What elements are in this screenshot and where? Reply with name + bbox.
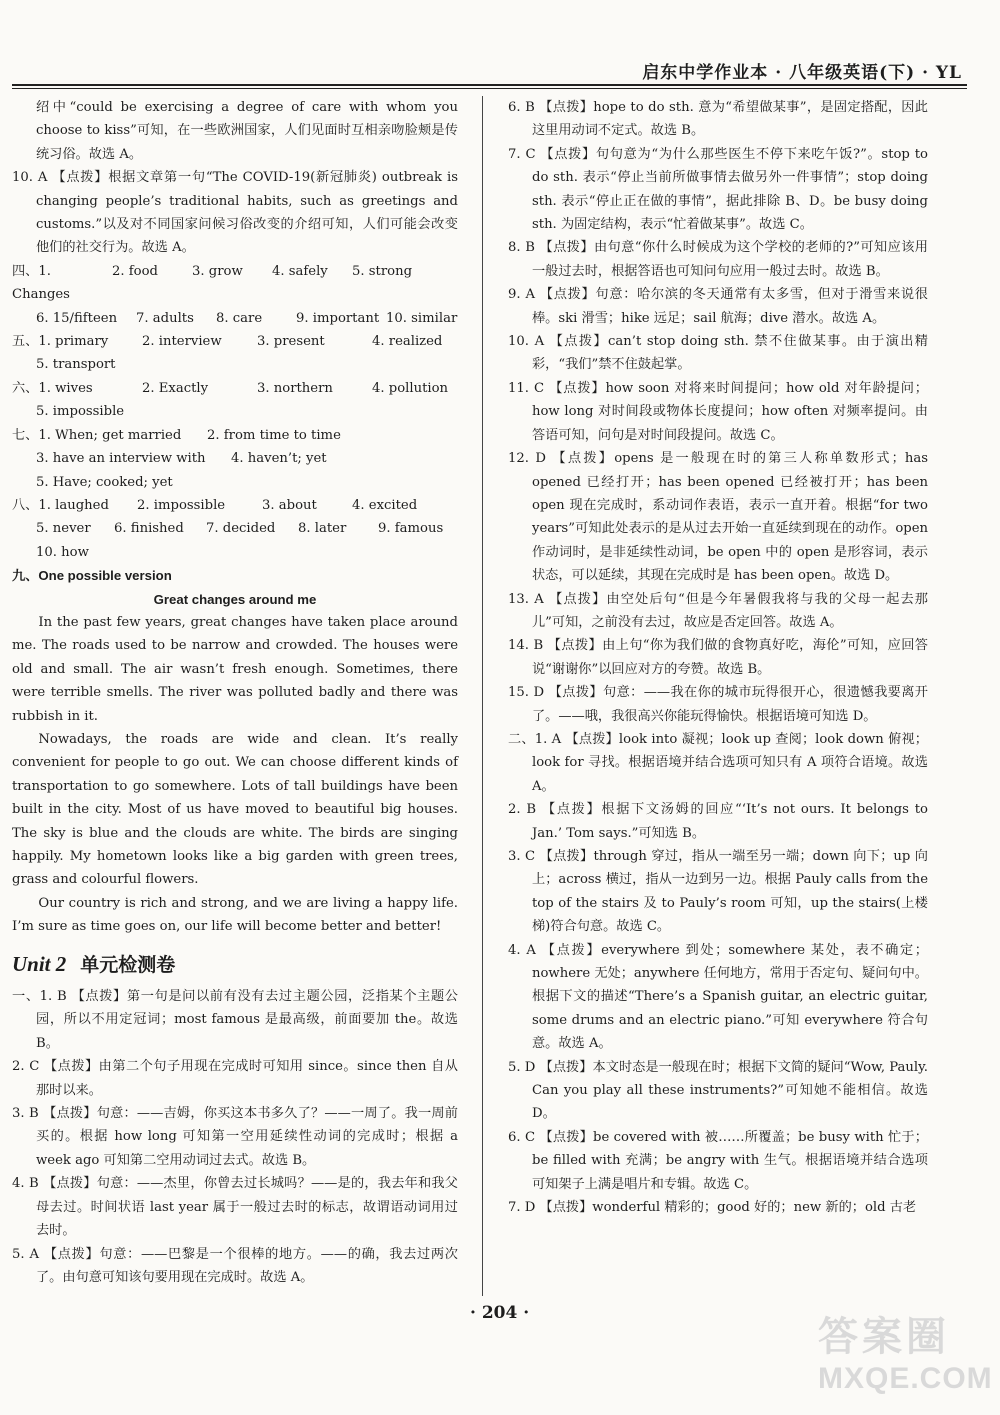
answer-item: 5. transport	[36, 357, 116, 373]
header-rule-thin	[12, 88, 967, 89]
answer-item: 10. similar	[386, 310, 458, 326]
watermark-logo	[818, 1305, 993, 1405]
answer-paragraph: 5. D 【点拨】本文时态是一般现在时；根据下文简的疑问“Wow, Pauly. Can you play all these instruments?”可知她不能相信。故选 D。	[508, 1059, 928, 1122]
answer-paragraph: 3. B 【点拨】句意：——吉姆，你买这本书多久了？——一周了。我一周前买的。根据 how long 可知第一空用延续性动词的完成时；根据 a week ago 可知第二空用动词过去式。故选 B。	[12, 1106, 458, 1168]
left-column	[12, 96, 458, 1289]
answer-paragraph: 9. A 【点拨】句意：哈尔滨的冬天通常有太多雪，但对于滑雪来说很棒。ski 滑雪；hike 远足；sail 航海；dive 潜水。故选 A。	[508, 287, 928, 326]
answer-paragraph: 12. D 【点拨】opens 是一般现在时的第三人称单数形式；has opened 已经打开；has been opened 已经被打开；has been open 现在完成时，系动词作表语，表示一直开着。根据“for two years”可知此处表示的是从过去开始一直延续到现在的动作。open 作动词时，是非延续性动词，be open 中的 open 是形容词，表示状态，可以延续，其现在完成时是 has been open。故选 D。	[508, 451, 928, 584]
right-column	[508, 96, 928, 1220]
answer-item: 5. never	[36, 521, 91, 537]
answer-item: 4. realized	[372, 334, 443, 350]
answer-item: 2. food	[112, 263, 158, 279]
answer-paragraph: 10. A 【点拨】根据文章第一句“The COVID-19(新冠肺炎) outbreak is changing people’s traditional habits, such as greetings and customs.”以及对不同国家问候习俗改变的介绍可知，人们可能会改变他们的社交行为。故选 A。	[12, 170, 458, 256]
unit-title: 单元检测卷	[80, 954, 176, 976]
answer-item: 7. decided	[206, 521, 276, 537]
essay-paragraph: In the past few years, great changes have taken place around me. The roads used to be narrow and crowded. The houses were old and small. The air wasn’t fresh enough. Sometimes, there were terrible smells. The river was polluted badly and there was rubbish in it.	[12, 614, 458, 724]
section-9-heading: 九、One possible version	[12, 568, 172, 584]
section-8-line-1	[12, 494, 458, 517]
answer-item: 4. pollution	[372, 380, 449, 396]
essay-paragraph: Nowadays, the roads are wide and clean. It’s really convenient for people to go out. We can choose different kinds of transportation to go somewhere. Lots of tall buildings have been built in the city. Most of us have moved to beautiful big houses. The sky is blue and the clouds are white. The birds are singing happily. My hometown looks like a big garden with green trees, grass and colourful flowers.	[12, 731, 458, 888]
answer-item: 七、1. When; get married	[12, 427, 182, 443]
answer-paragraph: 3. C 【点拨】through 穿过，指从一端至另一端；down 向下；up 向上；across 横过，指从一边到另一边。根据 Pauly calls from the top of the stairs 及 to Pauly’s room 可知，up the stairs(上楼梯)符合句意。故选 C。	[508, 849, 928, 935]
answer-item: 5. impossible	[36, 404, 125, 420]
page-number: · 204 ·	[470, 1303, 530, 1323]
section-7-line-2	[12, 447, 458, 470]
answer-item: 3. northern	[257, 380, 333, 396]
answer-paragraph: 2. B 【点拨】根据下文汤姆的回应“‘It’s not ours. It belongs to Jan.’ Tom says.”可知选 B。	[508, 802, 928, 841]
section-4-line-2	[12, 307, 458, 330]
answer-item: 8. care	[216, 310, 263, 326]
unit-number: Unit 2	[12, 951, 67, 976]
answer-item: 4. excited	[352, 497, 418, 513]
answer-paragraph: 6. B 【点拨】hope to do sth. 意为“希望做某事”，是固定搭配，因此这里用动词不定式。故选 B。	[508, 100, 928, 139]
answer-item: 六、1. wives	[12, 380, 93, 396]
answer-paragraph: 14. B 【点拨】由上句“你为我们做的食物真好吃，海伦”可知，应回答说“谢谢你”以回应对方的夸赞。故选 B。	[508, 638, 928, 677]
answer-paragraph: 8. B 【点拨】由句意“你什么时候成为这个学校的老师的?”可知应该用一般过去时，根据答语也可知问句应用一般过去时。故选 B。	[508, 240, 928, 279]
answer-item: 9. famous	[378, 521, 444, 537]
answer-paragraph: 6. C 【点拨】be covered with 被……所覆盖；be busy with 忙于；be filled with 充满；be angry with 生气。根据语境并结合选项可知架子上满是唱片和专辑。故选 C。	[508, 1129, 928, 1192]
section-4-line-1	[12, 260, 458, 307]
answer-item: 9. important	[296, 310, 380, 326]
section-5-line-1	[12, 330, 458, 353]
answer-item: 6. 15/fifteen	[36, 310, 118, 326]
essay-title: Great changes around me	[153, 591, 317, 607]
answer-paragraph: 11. C 【点拨】how soon 对将来时间提问；how old 对年龄提问；how long 对时间段或物体长度提问；how often 对频率提问。由答语可知，问句是对时间段提问。故选 C。	[508, 380, 928, 443]
answer-item: 四、1. Changes	[12, 263, 70, 303]
answer-paragraph: 4. B 【点拨】句意：——杰里，你曾去过长城吗？——是的，我去年和我父母去过。时间状语 last year 属于一般过去时的标志，故谓语动词用过去时。	[12, 1176, 458, 1239]
answer-item: 2. from time to time	[207, 427, 341, 443]
answer-item: 3. present	[257, 334, 325, 350]
answer-item: 八、1. laughed	[12, 497, 109, 513]
answer-item: 5. Have; cooked; yet	[36, 474, 173, 490]
answer-item: 3. have an interview with	[36, 451, 206, 467]
section-7-line-1	[12, 424, 458, 447]
answer-paragraph: 4. A 【点拨】everywhere 到处；somewhere 某处，表不确定；nowhere 无处；anywhere 任何地方，常用于否定句、疑问句中。根据下文的描述“There’s a Spanish guitar, an electric guitar, some drums and an electric piano.”可知 everywhere 符合句意。故选 A。	[508, 942, 928, 1052]
answer-paragraph: 二、1. A 【点拨】look into 凝视；look up 查阅；look down 俯视；look for 寻找。根据语境并结合选项可知只有 A 项符合语境。故选 A。	[508, 731, 928, 794]
answer-item: 五、1. primary	[12, 334, 109, 350]
answer-item: 10. how	[36, 544, 89, 560]
answer-item: 7. adults	[136, 310, 194, 326]
answer-item: 5. strong	[352, 263, 413, 279]
answer-paragraph: 10. A 【点拨】can’t stop doing sth. 禁不住做某事。由于演出精彩，“我们”禁不住鼓起掌。	[508, 334, 928, 373]
answer-item: 6. finished	[114, 521, 184, 537]
page-header: 启东中学作业本 · 八年级英语(下) · YL	[642, 63, 962, 83]
answer-item: 2. Exactly	[142, 380, 209, 396]
answer-item: 2. impossible	[137, 497, 226, 513]
answer-paragraph: 绍中“could be exercising a degree of care with whom you choose to kiss”可知，在一些欧洲国家，人们见面时互相亲吻脸颊是传统习俗。故选 A。	[36, 100, 458, 162]
unit-heading	[12, 953, 458, 977]
answer-paragraph: 5. A 【点拨】句意：——巴黎是一个很棒的地方。——的确，我去过两次了。由句意可知该句要用现在完成时。故选 A。	[12, 1246, 458, 1285]
answer-paragraph: 2. C 【点拨】由第二个句子用现在完成时可知用 since。since then 自从那时以来。	[12, 1059, 458, 1098]
answer-paragraph: 7. D 【点拨】wonderful 精彩的；good 好的；new 新的；old 古老	[508, 1200, 917, 1216]
answer-paragraph: 13. A 【点拨】由空处后句“但是今年暑假我将与我的父母一起去那儿”可知，之前没有去过，故应是否定回答。故选 A。	[508, 591, 928, 630]
answer-item: 3. about	[262, 497, 317, 513]
answer-paragraph: 7. C 【点拨】句句意为“为什么那些医生不停下来吃午饭?”。stop to do sth. 表示“停止当前所做事情去做另外一件事情”；stop doing sth. 表示“停止正在做的事情”，据此排除 B、D。be busy doing sth. 为固定结构，表示“忙着做某事”。故选 C。	[508, 146, 928, 233]
column-divider	[482, 96, 483, 1296]
answer-paragraph: 15. D 【点拨】句意：——我在你的城市玩得很开心，很遗憾我要离开了。——哦，我很高兴你能玩得愉快。根据语境可知选 D。	[508, 685, 928, 724]
answer-item: 8. later	[298, 521, 347, 537]
section-6-line-1	[12, 377, 458, 400]
watermark-url: MXQE.COM	[818, 1362, 993, 1395]
answer-item: 4. safely	[272, 263, 328, 279]
watermark-text: 答案圈	[818, 1313, 950, 1360]
section-8-line-2	[12, 517, 458, 540]
header-rule	[12, 84, 967, 86]
answer-paragraph: 一、1. B 【点拨】第一句是问以前有没有去过主题公园，泛指某个主题公园，所以不用定冠词；most famous 是最高级，前面要加 the。故选 B。	[12, 989, 458, 1051]
answer-item: 4. haven’t; yet	[231, 451, 327, 467]
answer-item: 3. grow	[192, 263, 243, 279]
answer-item: 2. interview	[142, 334, 222, 350]
essay-paragraph: Our country is rich and strong, and we are living a happy life. I’m sure as time goes on, our life will become better and better!	[12, 895, 458, 935]
